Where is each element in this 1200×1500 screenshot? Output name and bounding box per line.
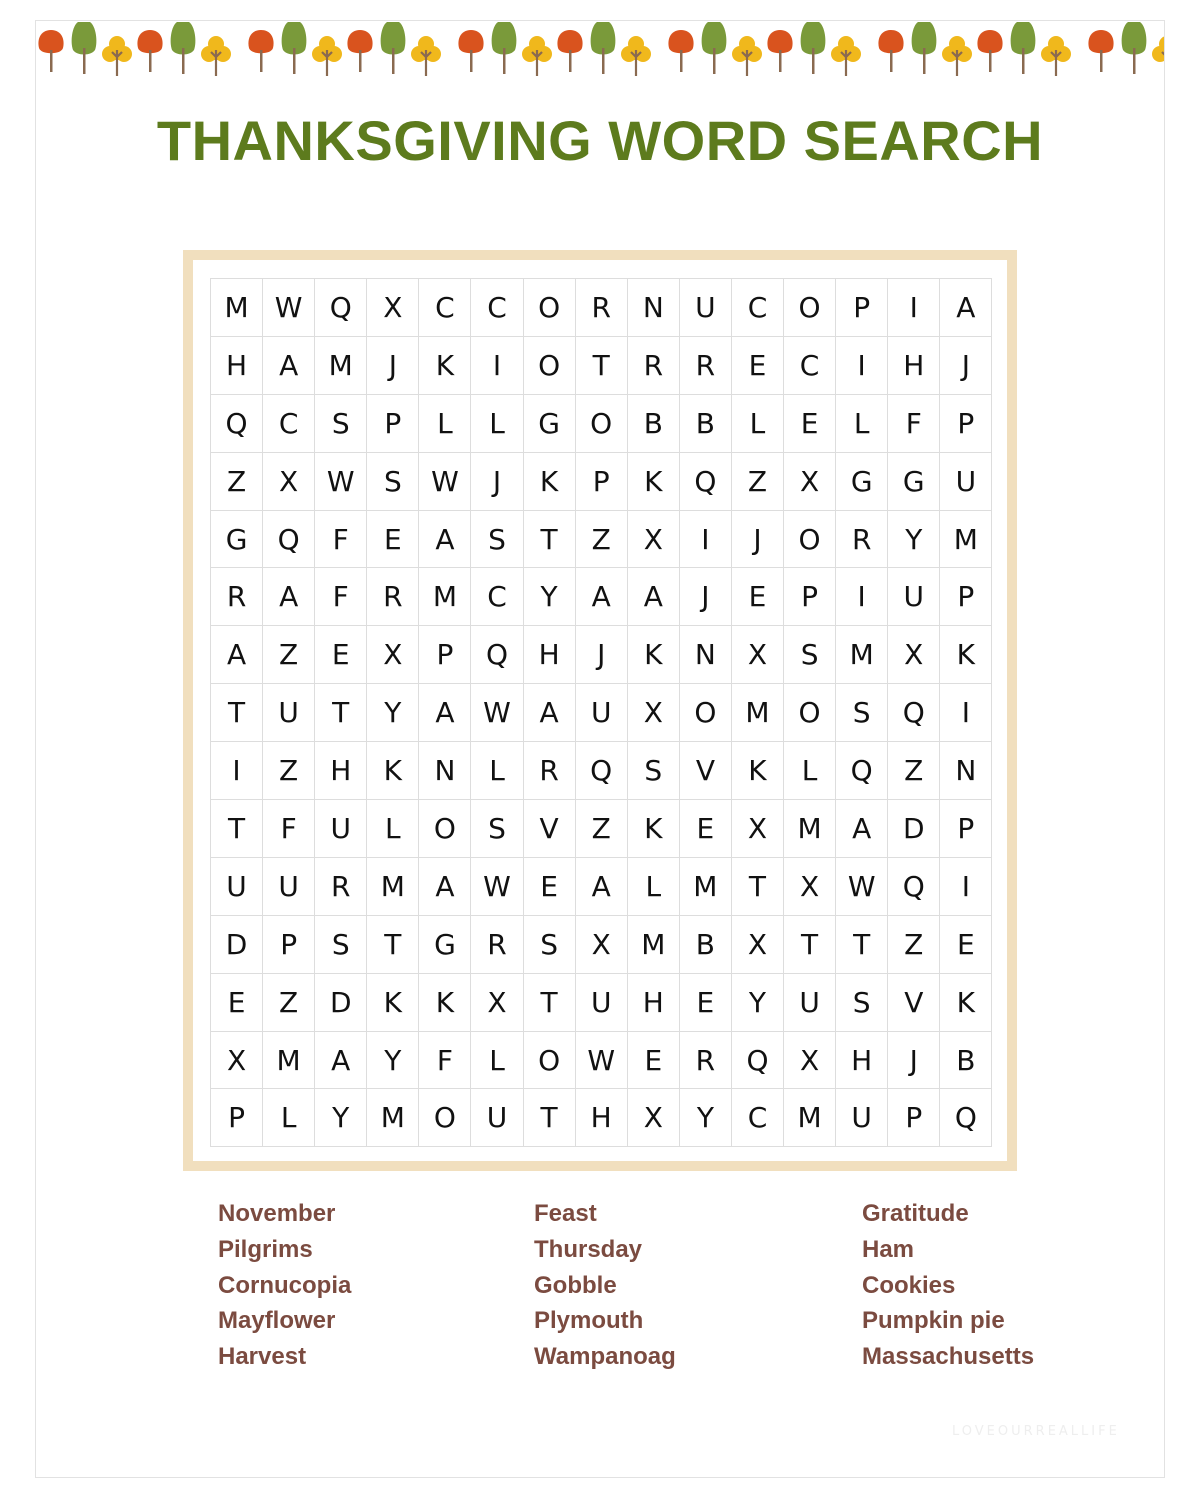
- grid-cell[interactable]: M: [367, 858, 419, 916]
- red-tree-icon: [246, 20, 276, 76]
- grid-cell[interactable]: M: [836, 626, 888, 684]
- grid-cell[interactable]: X: [628, 1089, 680, 1147]
- grid-cell[interactable]: Z: [263, 626, 315, 684]
- grid-cell[interactable]: O: [784, 279, 836, 337]
- green-tree-icon: [1008, 20, 1038, 76]
- green-tree-icon: [378, 20, 408, 76]
- grid-cell[interactable]: Z: [888, 916, 940, 974]
- word-list-item: Mayflower: [218, 1307, 336, 1335]
- grid-cell[interactable]: I: [836, 568, 888, 626]
- word-list-item: November: [218, 1200, 336, 1227]
- grid-cell[interactable]: X: [211, 1032, 263, 1090]
- word-list-column-2: [534, 1196, 676, 1375]
- grid-cell[interactable]: E: [732, 568, 784, 626]
- grid-cell[interactable]: W: [419, 453, 471, 511]
- green-tree-icon: [489, 20, 519, 76]
- green-tree-icon: [69, 20, 99, 76]
- grid-cell[interactable]: Q: [211, 395, 263, 453]
- grid-cell[interactable]: X: [784, 858, 836, 916]
- word-list-item: Gratitude: [862, 1200, 969, 1227]
- grid-cell[interactable]: M: [367, 1089, 419, 1147]
- grid-cell[interactable]: O: [784, 684, 836, 742]
- grid-cell[interactable]: G: [211, 511, 263, 569]
- grid-cell[interactable]: S: [784, 626, 836, 684]
- grid-cell[interactable]: E: [680, 800, 732, 858]
- grid-cell[interactable]: L: [836, 395, 888, 453]
- grid-cell[interactable]: G: [888, 453, 940, 511]
- grid-cell[interactable]: G: [419, 916, 471, 974]
- grid-cell[interactable]: K: [940, 974, 992, 1032]
- red-tree-icon: [345, 20, 375, 76]
- grid-cell[interactable]: M: [419, 568, 471, 626]
- grid-cell[interactable]: K: [367, 742, 419, 800]
- grid-cell[interactable]: X: [367, 279, 419, 337]
- word-list-item: Plymouth: [534, 1307, 644, 1335]
- grid-cell[interactable]: U: [680, 279, 732, 337]
- grid-cell[interactable]: A: [524, 684, 576, 742]
- grid-cell[interactable]: Q: [680, 453, 732, 511]
- grid-cell[interactable]: P: [784, 568, 836, 626]
- grid-cell[interactable]: T: [524, 1089, 576, 1147]
- word-list-item: Massachusetts: [862, 1343, 1035, 1371]
- grid-cell[interactable]: H: [888, 337, 940, 395]
- grid-cell[interactable]: A: [628, 568, 680, 626]
- grid-cell[interactable]: X: [367, 626, 419, 684]
- grid-cell[interactable]: Z: [263, 974, 315, 1032]
- grid-cell[interactable]: H: [524, 626, 576, 684]
- grid-cell[interactable]: I: [471, 337, 523, 395]
- grid-cell[interactable]: P: [940, 395, 992, 453]
- grid-cell[interactable]: Z: [576, 800, 628, 858]
- grid-cell[interactable]: P: [940, 800, 992, 858]
- grid-cell[interactable]: I: [211, 742, 263, 800]
- grid-cell[interactable]: Z: [576, 511, 628, 569]
- grid-cell[interactable]: O: [784, 511, 836, 569]
- grid-cell[interactable]: Y: [888, 511, 940, 569]
- yellow-tree-icon: [732, 24, 762, 76]
- grid-cell[interactable]: J: [888, 1032, 940, 1090]
- grid-cell[interactable]: J: [576, 626, 628, 684]
- grid-cell[interactable]: S: [471, 800, 523, 858]
- grid-cell[interactable]: R: [315, 858, 367, 916]
- grid-cell[interactable]: U: [263, 858, 315, 916]
- grid-cell[interactable]: Q: [836, 742, 888, 800]
- grid-cell[interactable]: I: [940, 858, 992, 916]
- grid-cell[interactable]: S: [315, 395, 367, 453]
- red-tree-icon: [876, 20, 906, 76]
- grid-cell[interactable]: Z: [888, 742, 940, 800]
- grid-cell[interactable]: E: [940, 916, 992, 974]
- grid-cell[interactable]: L: [419, 395, 471, 453]
- grid-cell[interactable]: O: [524, 279, 576, 337]
- grid-cell[interactable]: J: [680, 568, 732, 626]
- word-list-item: Pumpkin pie: [862, 1307, 1005, 1335]
- grid-cell[interactable]: R: [680, 337, 732, 395]
- grid-cell[interactable]: C: [471, 279, 523, 337]
- grid-cell[interactable]: H: [836, 1032, 888, 1090]
- grid-cell[interactable]: A: [263, 337, 315, 395]
- grid-cell[interactable]: O: [680, 684, 732, 742]
- grid-cell[interactable]: A: [315, 1032, 367, 1090]
- grid-cell[interactable]: M: [732, 684, 784, 742]
- grid-cell[interactable]: T: [836, 916, 888, 974]
- grid-cell[interactable]: B: [940, 1032, 992, 1090]
- grid-cell[interactable]: R: [836, 511, 888, 569]
- grid-cell[interactable]: X: [628, 684, 680, 742]
- grid-cell[interactable]: O: [524, 1032, 576, 1090]
- grid-cell[interactable]: A: [940, 279, 992, 337]
- grid-cell[interactable]: R: [628, 337, 680, 395]
- page-title: THANKSGIVING WORD SEARCH: [156, 109, 1044, 172]
- grid-cell[interactable]: F: [888, 395, 940, 453]
- grid-cell[interactable]: V: [524, 800, 576, 858]
- grid-cell[interactable]: T: [732, 858, 784, 916]
- grid-cell[interactable]: D: [888, 800, 940, 858]
- grid-cell[interactable]: W: [471, 858, 523, 916]
- grid-cell[interactable]: H: [628, 974, 680, 1032]
- grid-cell[interactable]: W: [576, 1032, 628, 1090]
- word-list-item: Wampanoag: [534, 1343, 676, 1371]
- grid-cell[interactable]: Z: [211, 453, 263, 511]
- grid-cell[interactable]: P: [576, 453, 628, 511]
- grid-cell[interactable]: V: [680, 742, 732, 800]
- grid-cell[interactable]: R: [524, 742, 576, 800]
- red-tree-icon: [456, 20, 486, 76]
- grid-cell[interactable]: M: [784, 1089, 836, 1147]
- grid-cell[interactable]: L: [732, 395, 784, 453]
- grid-cell[interactable]: E: [784, 395, 836, 453]
- grid-cell[interactable]: R: [576, 279, 628, 337]
- grid-cell[interactable]: P: [940, 568, 992, 626]
- grid-cell[interactable]: T: [524, 974, 576, 1032]
- grid-cell[interactable]: E: [367, 511, 419, 569]
- grid-cell[interactable]: N: [680, 626, 732, 684]
- green-tree-icon: [279, 20, 309, 76]
- grid-cell[interactable]: M: [784, 800, 836, 858]
- grid-cell[interactable]: Y: [367, 684, 419, 742]
- red-tree-icon: [135, 20, 165, 76]
- grid-cell[interactable]: T: [315, 684, 367, 742]
- grid-cell[interactable]: T: [367, 916, 419, 974]
- grid-cell[interactable]: C: [471, 568, 523, 626]
- grid-cell[interactable]: A: [836, 800, 888, 858]
- grid-cell[interactable]: W: [263, 279, 315, 337]
- grid-cell[interactable]: N: [628, 279, 680, 337]
- grid-cell[interactable]: C: [732, 1089, 784, 1147]
- grid-cell[interactable]: U: [576, 684, 628, 742]
- grid-cell[interactable]: N: [940, 742, 992, 800]
- word-list-item: Thursday: [534, 1235, 643, 1263]
- grid-cell[interactable]: C: [263, 395, 315, 453]
- grid-cell[interactable]: Q: [263, 511, 315, 569]
- grid-cell[interactable]: H: [315, 742, 367, 800]
- grid-cell[interactable]: Q: [471, 626, 523, 684]
- grid-cell[interactable]: U: [836, 1089, 888, 1147]
- grid-cell[interactable]: U: [263, 684, 315, 742]
- grid-cell[interactable]: C: [732, 279, 784, 337]
- grid-cell[interactable]: S: [367, 453, 419, 511]
- grid-cell[interactable]: Q: [888, 858, 940, 916]
- green-tree-icon: [699, 20, 729, 76]
- grid-cell[interactable]: S: [471, 511, 523, 569]
- grid-cell[interactable]: S: [836, 684, 888, 742]
- grid-cell[interactable]: Y: [732, 974, 784, 1032]
- grid-cell[interactable]: K: [367, 974, 419, 1032]
- grid-cell[interactable]: Q: [576, 742, 628, 800]
- grid-cell[interactable]: K: [419, 337, 471, 395]
- yellow-tree-icon: [411, 24, 441, 76]
- grid-cell[interactable]: X: [784, 1032, 836, 1090]
- grid-cell[interactable]: R: [211, 568, 263, 626]
- grid-cell[interactable]: R: [680, 1032, 732, 1090]
- word-list-column-3: [862, 1196, 1034, 1375]
- grid-cell[interactable]: E: [211, 974, 263, 1032]
- word-list-item: Gobble: [534, 1271, 617, 1299]
- green-tree-icon: [168, 20, 198, 76]
- grid-cell[interactable]: X: [888, 626, 940, 684]
- grid-cell[interactable]: Q: [888, 684, 940, 742]
- yellow-tree-icon: [831, 24, 861, 76]
- grid-cell[interactable]: H: [211, 337, 263, 395]
- grid-cell[interactable]: A: [419, 858, 471, 916]
- grid-cell[interactable]: A: [419, 684, 471, 742]
- grid-cell[interactable]: L: [784, 742, 836, 800]
- grid-cell[interactable]: Q: [732, 1032, 784, 1090]
- grid-cell[interactable]: F: [315, 568, 367, 626]
- grid-cell[interactable]: P: [367, 395, 419, 453]
- grid-cell[interactable]: G: [836, 453, 888, 511]
- yellow-tree-icon: [621, 24, 651, 76]
- grid-cell[interactable]: D: [211, 916, 263, 974]
- grid-cell[interactable]: I: [888, 279, 940, 337]
- grid-cell[interactable]: M: [315, 337, 367, 395]
- grid-cell[interactable]: X: [471, 974, 523, 1032]
- grid-cell[interactable]: I: [680, 511, 732, 569]
- grid-cell[interactable]: I: [940, 684, 992, 742]
- grid-cell[interactable]: X: [732, 800, 784, 858]
- grid-cell[interactable]: E: [628, 1032, 680, 1090]
- grid-cell[interactable]: R: [367, 568, 419, 626]
- red-tree-icon: [36, 20, 66, 76]
- red-tree-icon: [555, 20, 585, 76]
- grid-cell[interactable]: J: [940, 337, 992, 395]
- grid-cell[interactable]: I: [836, 337, 888, 395]
- grid-cell[interactable]: W: [836, 858, 888, 916]
- grid-cell[interactable]: Y: [315, 1089, 367, 1147]
- grid-cell[interactable]: S: [315, 916, 367, 974]
- grid-cell[interactable]: C: [419, 279, 471, 337]
- grid-cell[interactable]: K: [732, 742, 784, 800]
- grid-cell[interactable]: U: [888, 568, 940, 626]
- grid-cell[interactable]: X: [732, 626, 784, 684]
- grid-cell[interactable]: M: [628, 916, 680, 974]
- grid-cell[interactable]: Y: [367, 1032, 419, 1090]
- grid-cell[interactable]: U: [784, 974, 836, 1032]
- grid-cell[interactable]: B: [680, 395, 732, 453]
- grid-cell[interactable]: M: [211, 279, 263, 337]
- grid-cell[interactable]: E: [732, 337, 784, 395]
- letter-grid: [210, 278, 992, 1147]
- grid-cell[interactable]: K: [940, 626, 992, 684]
- grid-cell[interactable]: M: [263, 1032, 315, 1090]
- grid-cell[interactable]: T: [784, 916, 836, 974]
- grid-cell[interactable]: O: [419, 800, 471, 858]
- red-tree-icon: [975, 20, 1005, 76]
- grid-cell[interactable]: U: [940, 453, 992, 511]
- yellow-tree-icon: [201, 24, 231, 76]
- grid-cell[interactable]: F: [315, 511, 367, 569]
- grid-cell[interactable]: L: [471, 742, 523, 800]
- grid-cell[interactable]: L: [628, 858, 680, 916]
- word-list-item: Feast: [534, 1200, 597, 1227]
- yellow-tree-icon: [942, 24, 972, 76]
- grid-cell[interactable]: X: [732, 916, 784, 974]
- grid-cell[interactable]: J: [732, 511, 784, 569]
- yellow-tree-icon: [312, 24, 342, 76]
- grid-cell[interactable]: Y: [524, 568, 576, 626]
- yellow-tree-icon: [1152, 24, 1164, 76]
- grid-cell[interactable]: S: [628, 742, 680, 800]
- grid-cell[interactable]: Q: [940, 1089, 992, 1147]
- grid-cell[interactable]: L: [263, 1089, 315, 1147]
- green-tree-icon: [588, 20, 618, 76]
- grid-cell[interactable]: J: [367, 337, 419, 395]
- grid-cell[interactable]: X: [784, 453, 836, 511]
- grid-cell[interactable]: Z: [263, 742, 315, 800]
- grid-cell[interactable]: W: [471, 684, 523, 742]
- grid-cell[interactable]: A: [576, 858, 628, 916]
- grid-cell[interactable]: K: [628, 800, 680, 858]
- grid-cell[interactable]: L: [471, 395, 523, 453]
- grid-cell[interactable]: O: [524, 337, 576, 395]
- grid-cell[interactable]: L: [367, 800, 419, 858]
- grid-cell[interactable]: H: [576, 1089, 628, 1147]
- word-list-item: Cornucopia: [218, 1271, 352, 1299]
- grid-cell[interactable]: T: [211, 800, 263, 858]
- grid-cell[interactable]: U: [471, 1089, 523, 1147]
- tree-border: [36, 20, 1164, 76]
- word-list-item: Ham: [862, 1235, 915, 1263]
- grid-cell[interactable]: K: [628, 626, 680, 684]
- grid-cell[interactable]: P: [419, 626, 471, 684]
- word-list-item: Pilgrims: [218, 1235, 313, 1263]
- grid-cell[interactable]: T: [576, 337, 628, 395]
- grid-cell[interactable]: A: [576, 568, 628, 626]
- grid-cell[interactable]: V: [888, 974, 940, 1032]
- grid-cell[interactable]: E: [524, 858, 576, 916]
- red-tree-icon: [1086, 20, 1116, 76]
- grid-cell[interactable]: Z: [732, 453, 784, 511]
- yellow-tree-icon: [102, 24, 132, 76]
- word-list-column-1: [218, 1196, 351, 1375]
- grid-cell[interactable]: R: [471, 916, 523, 974]
- grid-cell[interactable]: W: [315, 453, 367, 511]
- grid-cell[interactable]: O: [576, 395, 628, 453]
- grid-cell[interactable]: U: [211, 858, 263, 916]
- yellow-tree-icon: [1041, 24, 1071, 76]
- red-tree-icon: [666, 20, 696, 76]
- watermark-logo: LOVEOURREALLIFE: [952, 1424, 1120, 1439]
- grid-cell[interactable]: P: [888, 1089, 940, 1147]
- red-tree-icon: [765, 20, 795, 76]
- grid-cell[interactable]: P: [263, 916, 315, 974]
- grid-cell[interactable]: N: [419, 742, 471, 800]
- grid-cell[interactable]: X: [263, 453, 315, 511]
- grid-cell[interactable]: T: [211, 684, 263, 742]
- green-tree-icon: [1119, 20, 1149, 76]
- green-tree-icon: [798, 20, 828, 76]
- grid-cell[interactable]: L: [471, 1032, 523, 1090]
- grid-cell[interactable]: U: [576, 974, 628, 1032]
- grid-cell[interactable]: F: [419, 1032, 471, 1090]
- grid-cell[interactable]: M: [940, 511, 992, 569]
- grid-cell[interactable]: M: [680, 858, 732, 916]
- word-list-item: Harvest: [218, 1343, 307, 1371]
- grid-cell[interactable]: A: [211, 626, 263, 684]
- grid-cell[interactable]: U: [315, 800, 367, 858]
- green-tree-icon: [909, 20, 939, 76]
- grid-cell[interactable]: C: [784, 337, 836, 395]
- grid-cell[interactable]: K: [419, 974, 471, 1032]
- grid-cell[interactable]: B: [628, 395, 680, 453]
- grid-cell[interactable]: K: [628, 453, 680, 511]
- grid-cell[interactable]: X: [576, 916, 628, 974]
- grid-cell[interactable]: A: [263, 568, 315, 626]
- yellow-tree-icon: [522, 24, 552, 76]
- grid-cell[interactable]: F: [263, 800, 315, 858]
- grid-cell[interactable]: E: [680, 974, 732, 1032]
- grid-cell[interactable]: X: [628, 511, 680, 569]
- grid-cell[interactable]: S: [524, 916, 576, 974]
- grid-cell[interactable]: P: [836, 279, 888, 337]
- grid-cell[interactable]: A: [419, 511, 471, 569]
- grid-cell[interactable]: P: [211, 1089, 263, 1147]
- grid-cell[interactable]: E: [315, 626, 367, 684]
- grid-cell[interactable]: O: [419, 1089, 471, 1147]
- grid-cell[interactable]: K: [524, 453, 576, 511]
- grid-cell[interactable]: Q: [315, 279, 367, 337]
- grid-cell[interactable]: G: [524, 395, 576, 453]
- grid-cell[interactable]: J: [471, 453, 523, 511]
- grid-cell[interactable]: S: [836, 974, 888, 1032]
- grid-cell[interactable]: T: [524, 511, 576, 569]
- grid-cell[interactable]: D: [315, 974, 367, 1032]
- word-list-item: Cookies: [862, 1271, 956, 1299]
- grid-cell[interactable]: Y: [680, 1089, 732, 1147]
- grid-cell[interactable]: B: [680, 916, 732, 974]
